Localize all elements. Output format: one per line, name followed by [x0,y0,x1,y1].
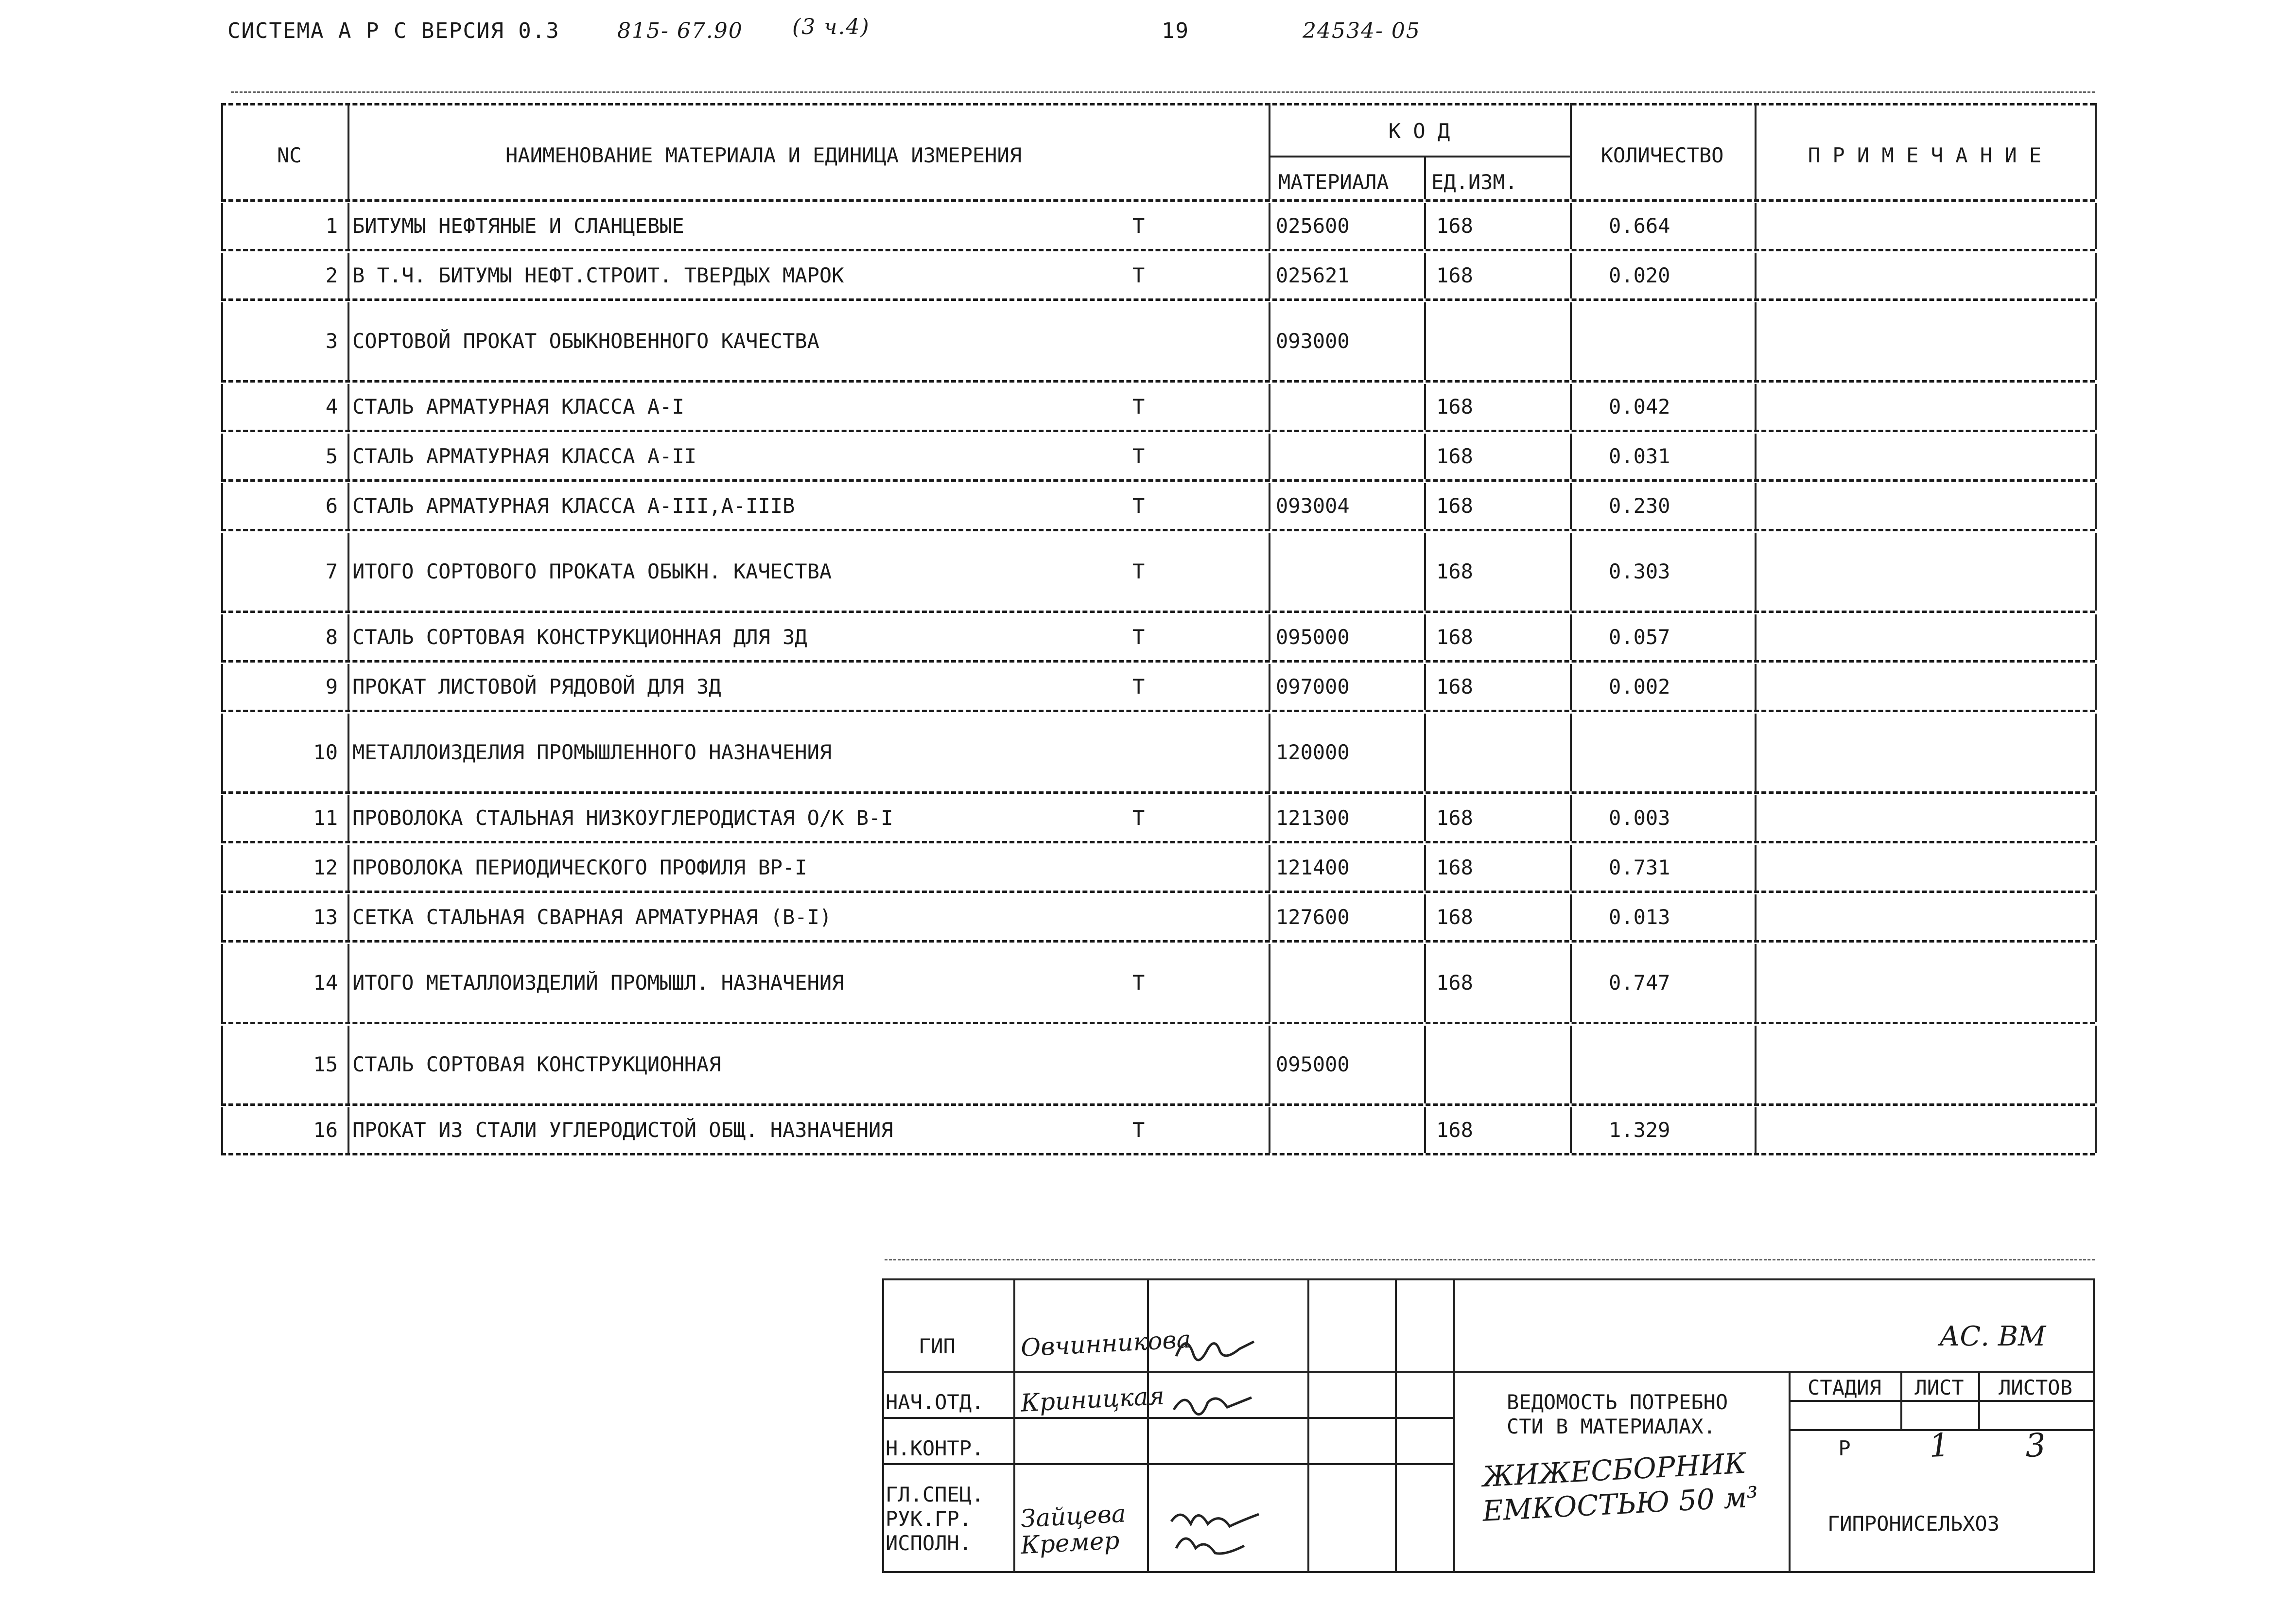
row-name: СТАЛЬ АРМАТУРНАЯ КЛАССА А-III,А-IIIВ [352,494,795,518]
sheet-value: 1 [1928,1426,1950,1465]
row-rule [221,298,2095,301]
row-8-col-rule-1 [348,614,349,660]
stamp-right-edge [2093,1278,2095,1572]
row-unit: Т [1132,806,1145,830]
header-nc: NC [277,143,302,167]
row-material-code: 097000 [1276,675,1350,699]
row-material-code: 120000 [1276,740,1350,764]
row-name: МЕТАЛЛОИЗДЕЛИЯ ПРОМЫШЛЕННОГО НАЗНАЧЕНИЯ [352,740,832,764]
row-unit-code: 168 [1436,971,1473,995]
row-7-col-rule-1 [348,533,349,611]
role-chief-spec: ГЛ.СПЕЦ. [886,1483,984,1506]
row-name: СТАЛЬ АРМАТУРНАЯ КЛАССА А-II [352,444,697,468]
row-unit-code: 168 [1436,675,1473,699]
row-name: ИТОГО СОРТОВОГО ПРОКАТА ОБЫКН. КАЧЕСТВА [352,559,832,583]
row-unit-code: 168 [1436,806,1473,830]
header-col-rule-5 [2095,103,2097,199]
row-unit-code: 168 [1436,625,1473,649]
row-7-col-rule-3 [1424,533,1426,611]
system-label: СИСТЕМА А Р С ВЕРСИЯ 0.3 [227,18,560,43]
row-unit-code: 168 [1436,905,1473,929]
row-unit: Т [1132,1118,1145,1142]
document-title-2: СТИ В МАТЕРИАЛАХ. [1507,1415,1716,1438]
row-16-col-rule-2 [1269,1107,1270,1153]
row-nc: 16 [313,1118,338,1142]
row-5-col-rule-4 [1570,434,1572,479]
row-11-col-rule-2 [1269,795,1270,841]
row-2-col-rule-6 [2095,253,2097,298]
page-number: 19 [1162,18,1189,43]
row-5-col-rule-1 [348,434,349,479]
row-rule [221,791,2095,794]
row-name: СТАЛЬ СОРТОВАЯ КОНСТРУКЦИОННАЯ ДЛЯ ЗД [352,625,807,649]
name-group-lead: Зайцева [1020,1499,1127,1533]
role-gip: ГИП [919,1334,956,1358]
header-quantity: КОЛИЧЕСТВО [1600,143,1724,167]
row-nc: 2 [325,263,338,287]
row-6-col-rule-4 [1570,483,1572,529]
row-unit: Т [1132,214,1145,238]
row-9-col-rule-2 [1269,664,1270,710]
row-nc: 9 [325,675,338,699]
row-1-col-rule-2 [1269,203,1270,249]
row-material-code: 121400 [1276,856,1350,879]
row-3-col-rule-5 [1755,302,1757,380]
row-8-col-rule-4 [1570,614,1572,660]
stamp-col-sign [1307,1278,1309,1572]
row-nc: 12 [313,856,338,879]
row-15-col-rule-5 [1755,1026,1757,1103]
row-8-col-rule-2 [1269,614,1270,660]
project-code: 815- 67.90 [617,18,743,43]
row-15-col-rule-4 [1570,1026,1572,1103]
row-rule [221,1153,2095,1155]
name-gip: Овчинникова [1020,1325,1192,1363]
row-10-col-rule-5 [1755,714,1757,791]
row-4-col-rule-5 [1755,384,1757,430]
row-10-col-rule-2 [1269,714,1270,791]
row-11-col-rule-6 [2095,795,2097,841]
row-rule [221,1103,2095,1106]
row-nc: 13 [313,905,338,929]
row-12-col-rule-6 [2095,845,2097,891]
row-nc: 5 [325,444,338,468]
role-executor: ИСПОЛН. [886,1531,972,1555]
row-14-col-rule-4 [1570,944,1572,1022]
row-quantity: 0.002 [1609,675,1670,699]
stamp-col-main [1453,1278,1455,1572]
row-14-col-rule-3 [1424,944,1426,1022]
row-15-col-rule-1 [348,1026,349,1103]
document-title-1: ВЕДОМОСТЬ ПОТРЕБНО [1507,1390,1728,1414]
object-name-1: ЖИЖЕСБОРНИК [1481,1446,1747,1494]
row-5-col-rule-2 [1269,434,1270,479]
row-rule [221,1022,2095,1024]
row-unit: Т [1132,444,1145,468]
row-12-col-rule-4 [1570,845,1572,891]
row-4-col-rule-6 [2095,384,2097,430]
row-16-col-rule-5 [1755,1107,1757,1153]
row-name: СТАЛЬ АРМАТУРНАЯ КЛАССА А-I [352,395,684,419]
row-nc: 6 [325,494,338,518]
row-5-col-rule-3 [1424,434,1426,479]
row-7-col-rule-6 [2095,533,2097,611]
stamp-top-faint-rule [885,1259,2095,1260]
row-quantity: 0.020 [1609,263,1670,287]
row-unit-code: 168 [1436,214,1473,238]
row-9-col-rule-4 [1570,664,1572,710]
row-rule [221,249,2095,251]
row-3-col-rule-6 [2095,302,2097,380]
row-unit: Т [1132,625,1145,649]
row-7-col-rule-4 [1570,533,1572,611]
row-quantity: 0.042 [1609,395,1670,419]
row-12-col-rule-5 [1755,845,1757,891]
row-name: БИТУМЫ НЕФТЯНЫЕ И СЛАНЦЕВЫЕ [352,214,684,238]
row-4-col-rule-3 [1424,384,1426,430]
header-code-material: МАТЕРИАЛА [1278,170,1389,194]
row-unit-code: 168 [1436,395,1473,419]
role-group-lead: РУК.ГР. [886,1507,972,1531]
row-8-col-rule-6 [2095,614,2097,660]
row-rule [221,841,2095,843]
row-12-col-rule-2 [1269,845,1270,891]
row-quantity: 0.230 [1609,494,1670,518]
row-14-col-rule-5 [1755,944,1757,1022]
stamp-left-edge [882,1278,884,1572]
row-rule [221,710,2095,712]
row-unit: Т [1132,675,1145,699]
row-2-col-rule-1 [348,253,349,298]
row-rule [221,479,2095,482]
row-material-code: 093004 [1276,494,1350,518]
header-col-rule-1 [348,103,349,199]
row-nc: 15 [313,1052,338,1076]
code-unit-rule [1424,156,1426,199]
row-2-col-rule-2 [1269,253,1270,298]
row-11-col-rule-4 [1570,795,1572,841]
row-12-col-rule-3 [1424,845,1426,891]
row-name: ПРОКАТ ИЗ СТАЛИ УГЛЕРОДИСТОЙ ОБЩ. НАЗНАЧЕНИЯ [352,1118,893,1142]
row-quantity: 0.031 [1609,444,1670,468]
row-5-col-rule-5 [1755,434,1757,479]
row-rule [221,660,2095,663]
row-4-col-rule-1 [348,384,349,430]
row-material-code: 025621 [1276,263,1350,287]
row-material-code: 095000 [1276,1052,1350,1076]
stamp-col-name [1147,1278,1149,1572]
row-rule [221,891,2095,893]
name-executor: Кремер [1020,1526,1120,1560]
stage-label: СТАДИЯ [1808,1376,1881,1399]
row-13-col-rule-5 [1755,894,1757,940]
header-code: К О Д [1388,119,1450,143]
row-material-code: 127600 [1276,905,1350,929]
row-5-col-rule-6 [2095,434,2097,479]
sheets-value: 3 [2024,1426,2047,1465]
row-6-col-rule-5 [1755,483,1757,529]
row-unit: Т [1132,971,1145,995]
row-quantity: 0.664 [1609,214,1670,238]
table-top-rule [221,103,2095,105]
row-quantity: 0.003 [1609,806,1670,830]
row-8-col-rule-3 [1424,614,1426,660]
row-unit: Т [1132,494,1145,518]
row-12-col-rule-1 [348,845,349,891]
row-13-col-rule-6 [2095,894,2097,940]
row-unit: Т [1132,559,1145,583]
row-nc: 10 [313,740,338,764]
part-label: (3 ч.4) [792,15,870,39]
drawing-mark: АС. ВМ [1939,1321,2046,1352]
row-10-col-rule-1 [348,714,349,791]
row-2-col-rule-4 [1570,253,1572,298]
stamp-rule-1 [882,1371,2095,1373]
row-4-col-rule-4 [1570,384,1572,430]
row-nc: 11 [313,806,338,830]
header-code-unit: ЕД.ИЗМ. [1431,170,1518,194]
sheet-label: ЛИСТ [1914,1376,1964,1399]
row-unit-code: 168 [1436,444,1473,468]
row-quantity: 0.013 [1609,905,1670,929]
row-quantity: 0.731 [1609,856,1670,879]
row-3-col-rule-2 [1269,302,1270,380]
row-unit-code: 168 [1436,263,1473,287]
row-unit-code: 168 [1436,559,1473,583]
header-name: НАИМЕНОВАНИЕ МАТЕРИАЛА И ЕДИНИЦА ИЗМЕРЕНИЯ [505,143,1022,167]
row-1-col-rule-6 [2095,203,2097,249]
row-name: ИТОГО МЕТАЛЛОИЗДЕЛИЙ ПРОМЫШЛ. НАЗНАЧЕНИЯ [352,971,844,995]
row-14-col-rule-6 [2095,944,2097,1022]
row-material-code: 025600 [1276,214,1350,238]
row-quantity: 0.057 [1609,625,1670,649]
row-16-col-rule-6 [2095,1107,2097,1153]
row-4-col-rule-2 [1269,384,1270,430]
row-quantity: 0.303 [1609,559,1670,583]
row-unit: Т [1132,395,1145,419]
row-rule [221,940,2095,943]
row-8-col-rule-5 [1755,614,1757,660]
row-2-col-rule-5 [1755,253,1757,298]
row-7-col-rule-5 [1755,533,1757,611]
row-1-col-rule-4 [1570,203,1572,249]
row-nc: 7 [325,559,338,583]
table-top-faint-rule [231,91,2095,93]
row-unit-code: 168 [1436,856,1473,879]
row-6-col-rule-3 [1424,483,1426,529]
row-quantity: 1.329 [1609,1118,1670,1142]
role-norm-control: Н.КОНТР. [886,1436,984,1460]
header-note: П Р И М Е Ч А Н И Е [1808,143,2042,167]
row-name: СОРТОВОЙ ПРОКАТ ОБЫКНОВЕННОГО КАЧЕСТВА [352,329,819,353]
row-13-col-rule-4 [1570,894,1572,940]
row-material-code: 121300 [1276,806,1350,830]
row-6-col-rule-2 [1269,483,1270,529]
row-10-col-rule-6 [2095,714,2097,791]
row-name: ПРОВОЛОКА СТАЛЬНАЯ НИЗКОУГЛЕРОДИСТАЯ О/К В-I [352,806,893,830]
row-7-col-rule-2 [1269,533,1270,611]
row-3-col-rule-3 [1424,302,1426,380]
stage-value: Р [1838,1436,1851,1460]
code-split-rule [1269,156,1570,157]
stamp-col-role [1013,1278,1015,1572]
row-name: ПРОВОЛОКА ПЕРИОДИЧЕСКОГО ПРОФИЛЯ ВР-I [352,856,807,879]
row-3-col-rule-1 [348,302,349,380]
row-material-code: 093000 [1276,329,1350,353]
organization: ГИПРОНИСЕЛЬХОЗ [1827,1512,2000,1536]
header-col-rule-2 [1269,103,1270,199]
row-16-col-rule-1 [348,1107,349,1153]
row-name: В Т.Ч. БИТУМЫ НЕФТ.СТРОИТ. ТВЕРДЫХ МАРОК [352,263,844,287]
row-1-col-rule-1 [348,203,349,249]
row-6-col-rule-1 [348,483,349,529]
row-9-col-rule-5 [1755,664,1757,710]
row-11-col-rule-1 [348,795,349,841]
row-13-col-rule-3 [1424,894,1426,940]
row-name: ПРОКАТ ЛИСТОВОЙ РЯДОВОЙ ДЛЯ ЗД [352,675,721,699]
row-16-col-rule-4 [1570,1107,1572,1153]
row-10-col-rule-3 [1424,714,1426,791]
name-head-dept: Криницкая [1020,1381,1165,1417]
row-9-col-rule-1 [348,664,349,710]
row-nc: 3 [325,329,338,353]
stamp-col-date [1395,1278,1397,1572]
row-material-code: 095000 [1276,625,1350,649]
row-unit-code: 168 [1436,1118,1473,1142]
row-rule [221,380,2095,383]
row-rule [221,529,2095,531]
row-10-col-rule-4 [1570,714,1572,791]
row-quantity: 0.747 [1609,971,1670,995]
row-15-col-rule-6 [2095,1026,2097,1103]
stamp-bottom-rule [882,1571,2095,1573]
row-1-col-rule-3 [1424,203,1426,249]
row-unit-code: 168 [1436,494,1473,518]
stamp-rule-stage-head [1789,1400,2095,1402]
row-rule [221,611,2095,613]
row-11-col-rule-5 [1755,795,1757,841]
row-9-col-rule-3 [1424,664,1426,710]
role-head-dept: НАЧ.ОТД. [886,1390,984,1414]
row-2-col-rule-3 [1424,253,1426,298]
row-name: СТАЛЬ СОРТОВАЯ КОНСТРУКЦИОННАЯ [352,1052,721,1076]
row-rule [221,430,2095,432]
row-6-col-rule-6 [2095,483,2097,529]
row-nc: 1 [325,214,338,238]
header-bottom-rule [221,199,2095,202]
row-15-col-rule-2 [1269,1026,1270,1103]
row-13-col-rule-2 [1269,894,1270,940]
header-col-rule-0 [221,103,223,199]
stamp-top-rule [882,1278,2095,1280]
row-nc: 8 [325,625,338,649]
row-3-col-rule-4 [1570,302,1572,380]
row-14-col-rule-2 [1269,944,1270,1022]
row-15-col-rule-3 [1424,1026,1426,1103]
row-nc: 14 [313,971,338,995]
sheets-label: ЛИСТОВ [1999,1376,2072,1399]
row-13-col-rule-1 [348,894,349,940]
row-11-col-rule-3 [1424,795,1426,841]
row-name: СЕТКА СТАЛЬНАЯ СВАРНАЯ АРМАТУРНАЯ (В-I) [352,905,832,929]
row-9-col-rule-6 [2095,664,2097,710]
row-16-col-rule-3 [1424,1107,1426,1153]
row-1-col-rule-5 [1755,203,1757,249]
document-number: 24534- 05 [1303,18,1421,43]
row-unit: Т [1132,263,1145,287]
row-nc: 4 [325,395,338,419]
object-name-2: ЕМКОСТЬЮ 50 м³ [1481,1480,1759,1528]
signatures-graphic [1166,1317,1293,1560]
row-14-col-rule-1 [348,944,349,1022]
